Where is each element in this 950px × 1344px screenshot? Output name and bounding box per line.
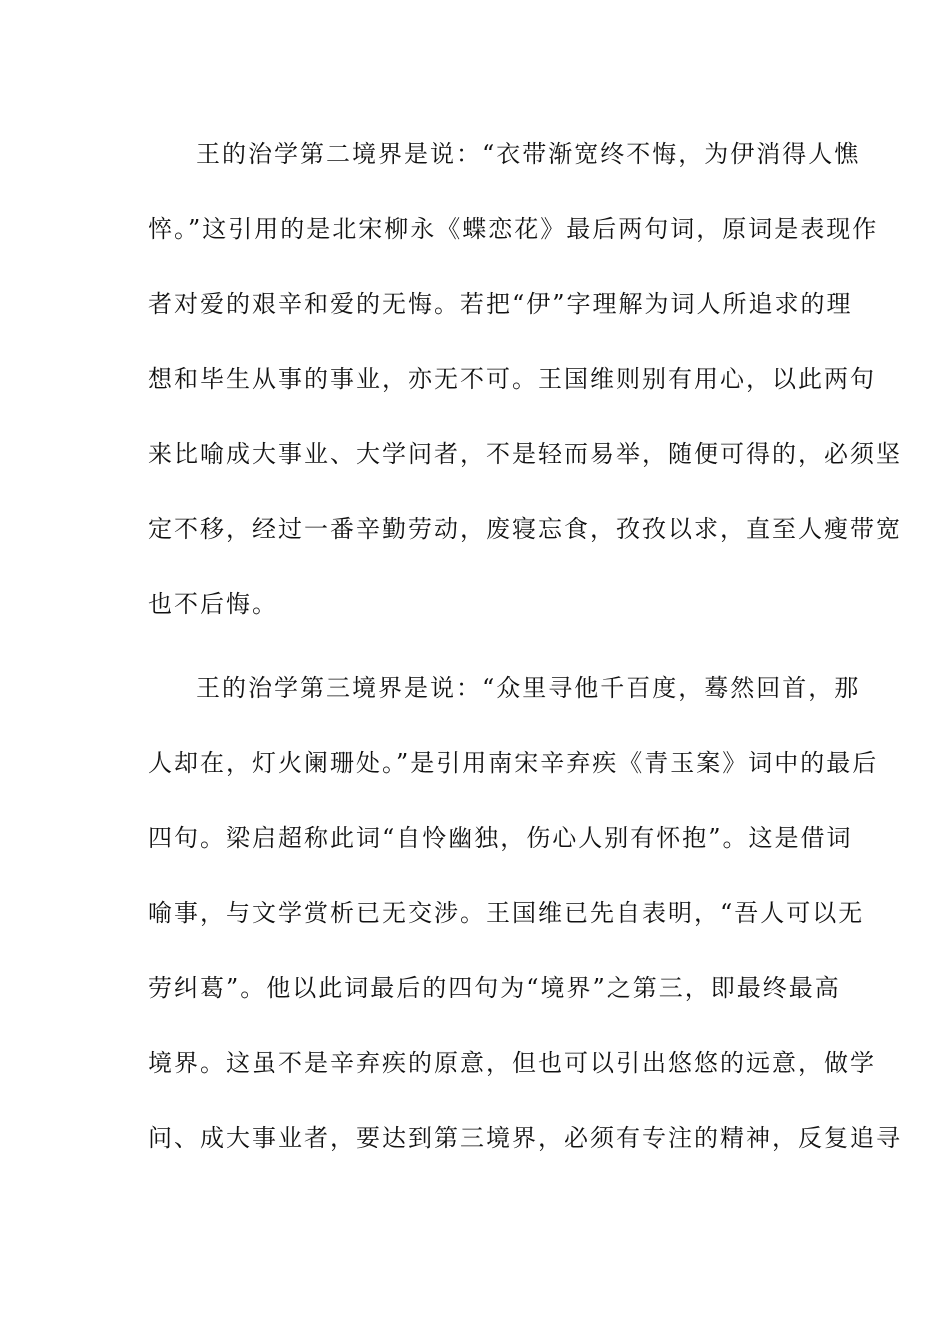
text-line: 者对爱的艰辛和爱的无悔。若把“伊”字理解为词人所追求的理 [148, 290, 853, 318]
text-line: 也不后悔。 [148, 590, 278, 618]
text-line: 王的治学第二境界是说：“衣带渐宽终不悔，为伊消得人憔 [196, 140, 861, 168]
text-line: 定不移，经过一番辛勤劳动，废寝忘食，孜孜以求，直至人瘦带宽 [148, 515, 902, 543]
text-line: 境界。这虽不是辛弃疾的原意，但也可以引出悠悠的远意，做学 [148, 1049, 876, 1077]
text-line: 来比喻成大事业、大学问者，不是轻而易举，随便可得的，必须坚 [148, 440, 902, 468]
text-line: 人却在，灯火阑珊处。”是引用南宋辛弃疾《青玉案》词中的最后 [148, 749, 879, 777]
text-line: 四句。梁启超称此词“自怜幽独，伤心人别有怀抱”。这是借词 [148, 824, 853, 852]
text-line: 问、成大事业者，要达到第三境界，必须有专注的精神，反复追寻 [148, 1124, 902, 1152]
text-line: 劳纠葛”。他以此词最后的四句为“境界”之第三，即最终最高 [148, 974, 841, 1002]
text-line: 王的治学第三境界是说：“众里寻他千百度，蓦然回首，那 [196, 674, 861, 702]
text-line: 喻事，与文学赏析已无交涉。王国维已先自表明，“吾人可以无 [148, 899, 865, 927]
text-line: 悴。”这引用的是北宋柳永《蝶恋花》最后两句词，原词是表现作 [148, 215, 879, 243]
text-line: 想和毕生从事的事业，亦无不可。王国维则别有用心，以此两句 [148, 365, 876, 393]
